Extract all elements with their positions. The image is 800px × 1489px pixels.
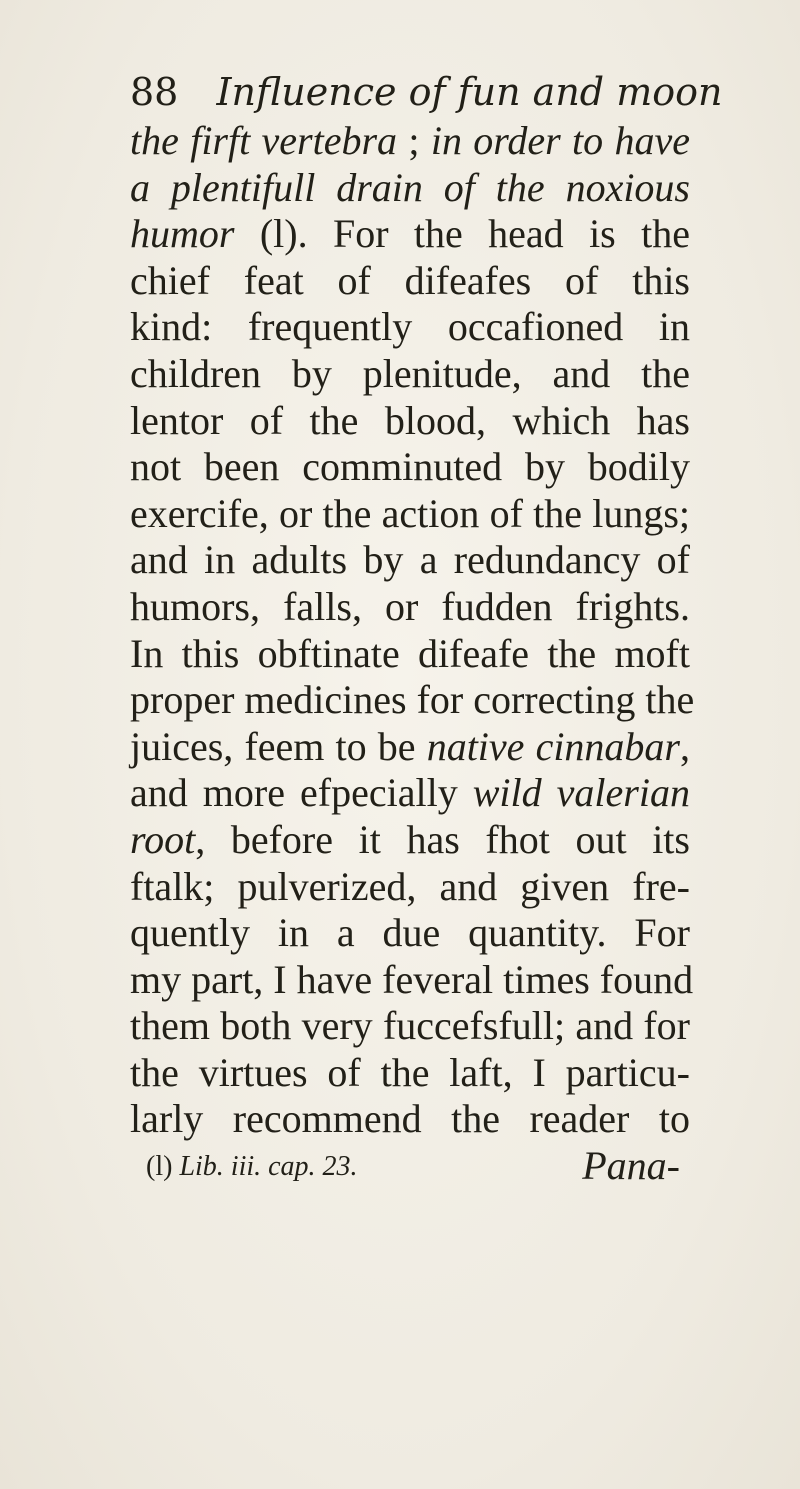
text-line: ftalk; pulverized, and given fre-: [130, 863, 690, 909]
footnote: [146, 1150, 358, 1184]
footnote-marker: (l): [146, 1151, 173, 1182]
text-line: larly recommend the reader to: [130, 1096, 690, 1142]
text-line: them both very fuccefsfull; and for: [130, 1003, 690, 1049]
text-line: exercife, or the action of the lungs;: [130, 490, 690, 536]
text-line: the firft vertebra ; in order to have: [130, 118, 690, 163]
text-line: humor (l). For the head is the: [130, 211, 690, 257]
footnote-text: Lib. iii. cap. 23.: [179, 1151, 358, 1182]
text-line: children by plenitude, and the: [130, 350, 690, 396]
text-line: root, before it has fhot out its: [130, 816, 690, 862]
text-line: juices, feem to be native cinnabar,: [130, 723, 690, 769]
text-line: my part, I have feveral times found: [130, 956, 694, 1002]
text-line: kind: frequently occafioned in: [130, 304, 690, 350]
text-line: quently in a due quantity. For: [130, 910, 690, 956]
text-line: In this obftinate difeafe the moft: [130, 630, 690, 676]
text-line: humors, falls, or fudden frights.: [130, 583, 690, 629]
running-header: [130, 70, 722, 114]
text-line: not been comminuted by bodily: [130, 444, 690, 490]
catchword: Pana-: [582, 1143, 680, 1189]
text-line: and more efpecially wild valerian: [130, 770, 690, 816]
text-line: and in adults by a redundancy of: [130, 537, 690, 583]
text-line: the virtues of the laft, I particu-: [130, 1049, 690, 1095]
running-title: Influence of fun and moon: [216, 70, 723, 114]
text-line: proper medicines for correcting the: [130, 677, 695, 723]
body-text: [130, 118, 695, 1190]
page-number: 88: [130, 70, 179, 114]
text-line: chief feat of difeafes of this: [130, 257, 690, 303]
text-line: a plentifull drain of the noxious: [130, 164, 690, 210]
text-line: lentor of the blood, which has: [130, 397, 690, 443]
